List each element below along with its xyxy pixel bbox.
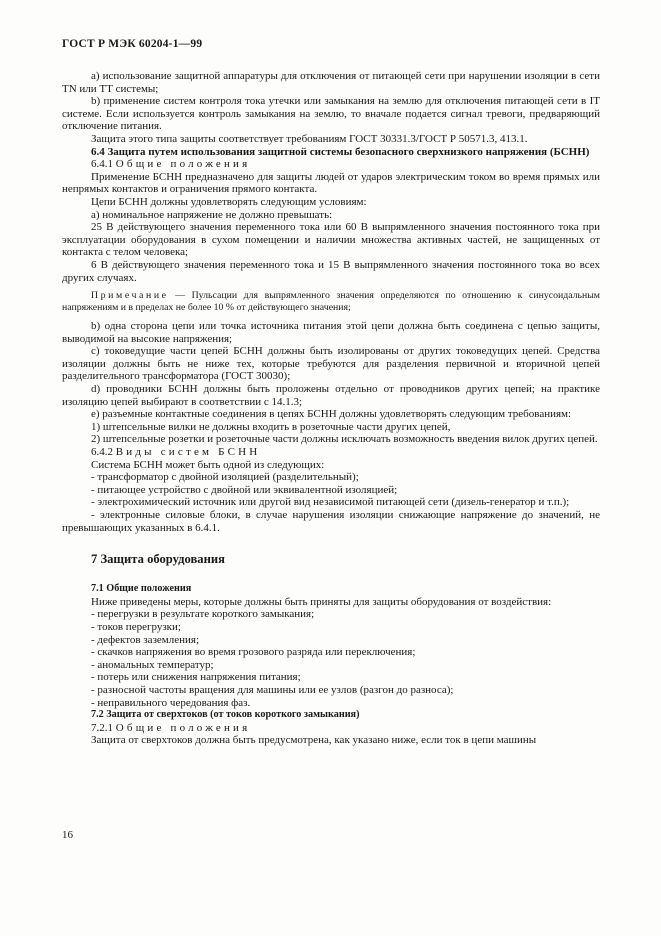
measure-6: - потерь или снижения напряжения питания; xyxy=(91,671,301,684)
section-7-2-heading: 7.2 Защита от сверхтоков (от токов короткого замыкания) xyxy=(91,709,360,721)
measure-5: - аномальных температур; xyxy=(91,658,214,671)
item-b-connection: b) одна сторона цепи или точка источника питания этой цепи должна быть соединена с цепью защиты, выводимой на высокие напряжения; xyxy=(62,320,600,345)
measure-1: - перегрузки в результате короткого замыкания; xyxy=(91,608,315,621)
system-type-2: - питающее устройство с двойной или эквивалентной изоляцией; xyxy=(91,483,398,496)
section-7-1-heading: 7.1 Общие положения xyxy=(91,583,192,595)
note-paragraph: Примечание — Пульсации для выпрямленного значения определяются по отношению к синусоидальным напряжениям и в пределах не более 10 % от действующего значения; xyxy=(62,290,601,314)
page-number: 16 xyxy=(62,829,73,841)
item-c-insulation: с) токоведущие части цепей БСНН должны быть изолированы от других токоведущих цепей. Средства изоляции должны быть не ниже тех, которые требуются для разделения первичной и вторичной цепей разделительного трансформатора (ГОСТ 30030); xyxy=(62,345,600,383)
section-7-2-1-heading: 7.2.1 Общие положения xyxy=(91,721,251,734)
voltage-25v-paragraph: 25 В действующего значения переменного тока или 60 В выпрямленного значения постоянного тока при эксплуатации оборудования в сухом помещении и наличии множества активных частей, не защищенных от контакта с телом человека; xyxy=(62,221,600,259)
system-type-4: - электронные силовые блоки, в случае нарушения изоляции снижающие напряжение до значений, не превышающих указанных в 6.4.1. xyxy=(62,509,600,534)
item-a-protection: а) использование защитной аппаратуры для отключения от питающей сети при нарушении изоляции в сети TN или ТТ системы; xyxy=(62,70,600,95)
section-6-4-heading: 6.4 Защита путем использования защитной системы безопасного сверхнизкого напряжения (БСНН) xyxy=(91,145,590,158)
item-e-2: 2) штепсельные розетки и розеточные части должны исключать возможность введения вилок других цепей. xyxy=(91,433,598,446)
measure-7: - разносной частоты вращения для машины или ее узлов (разгон до разноса); xyxy=(91,683,454,696)
application-paragraph: Применение БСНН предназначено для защиты людей от ударов электрическим током во время прямых или непрямых контактов и ограничения прямого контакта. xyxy=(62,170,600,196)
system-type-3: - электрохимический источник или другой вид независимой питающей сети (дизель-генератор и т.п.); xyxy=(91,496,570,509)
measure-3: - дефектов заземления; xyxy=(91,633,200,646)
document-page xyxy=(62,38,600,747)
conditions-line: Цепи БСНН должны удовлетворять следующим условиям: xyxy=(91,195,367,208)
measure-8: - неправильного чередования фаз. xyxy=(91,696,251,709)
measure-2: - токов перегрузки; xyxy=(91,620,181,633)
item-d-conductors: d) проводники БСНН должны быть проложены отдельно от проводников других цепей; на практике изоляцию цепей выбирают в соответствии с 14.1.3; xyxy=(62,383,600,408)
section-6-4-1-heading: 6.4.1 Общие положения xyxy=(91,158,251,171)
measure-4: - скачков напряжения во время грозового разряда или переключения; xyxy=(91,646,416,659)
voltage-6v-paragraph: 6 В действующего значения переменного тока и 15 В выпрямленного значения постоянного тока во всех других случаях. xyxy=(62,258,600,284)
last-paragraph: Защита от сверхтоков должна быть предусмотрена, как указано ниже, если ток в цепи машины xyxy=(91,734,537,747)
item-e-connectors: е) разъемные контактные соединения в цепях БСНН должны удовлетворять следующим требованиям: xyxy=(91,408,572,421)
measures-intro: Ниже приведены меры, которые должны быть приняты для защиты оборудования от воздействия: xyxy=(91,595,552,608)
item-e-1: 1) штепсельные вилки не должны входить в розеточные части других цепей, xyxy=(91,420,451,433)
system-types-line: Система БСНН может быть одной из следующих: xyxy=(91,458,325,471)
system-type-1: - трансформатор с двойной изоляцией (разделительный); xyxy=(91,471,359,484)
section-6-4-2-heading: 6.4.2 Виды систем БСНН xyxy=(91,446,261,459)
section-7-heading: 7 Защита оборудования xyxy=(91,552,225,567)
item-a-voltage: а) номинальное напряжение не должно превышать: xyxy=(91,208,333,221)
item-b-monitoring: b) применение систем контроля тока утечки или замыкания на землю для отключения питающей сети в IT системе. Если используется контроль замыкания на землю, то вначале подается сигнал тревоги, предваряющий отключение питания. xyxy=(62,95,600,133)
requirements-line: Защита этого типа защиты соответствует требованиям ГОСТ 30331.3/ГОСТ Р 50571.3, 413.1. xyxy=(91,132,528,145)
document-header: ГОСТ Р МЭК 60204-1—99 xyxy=(62,38,203,50)
